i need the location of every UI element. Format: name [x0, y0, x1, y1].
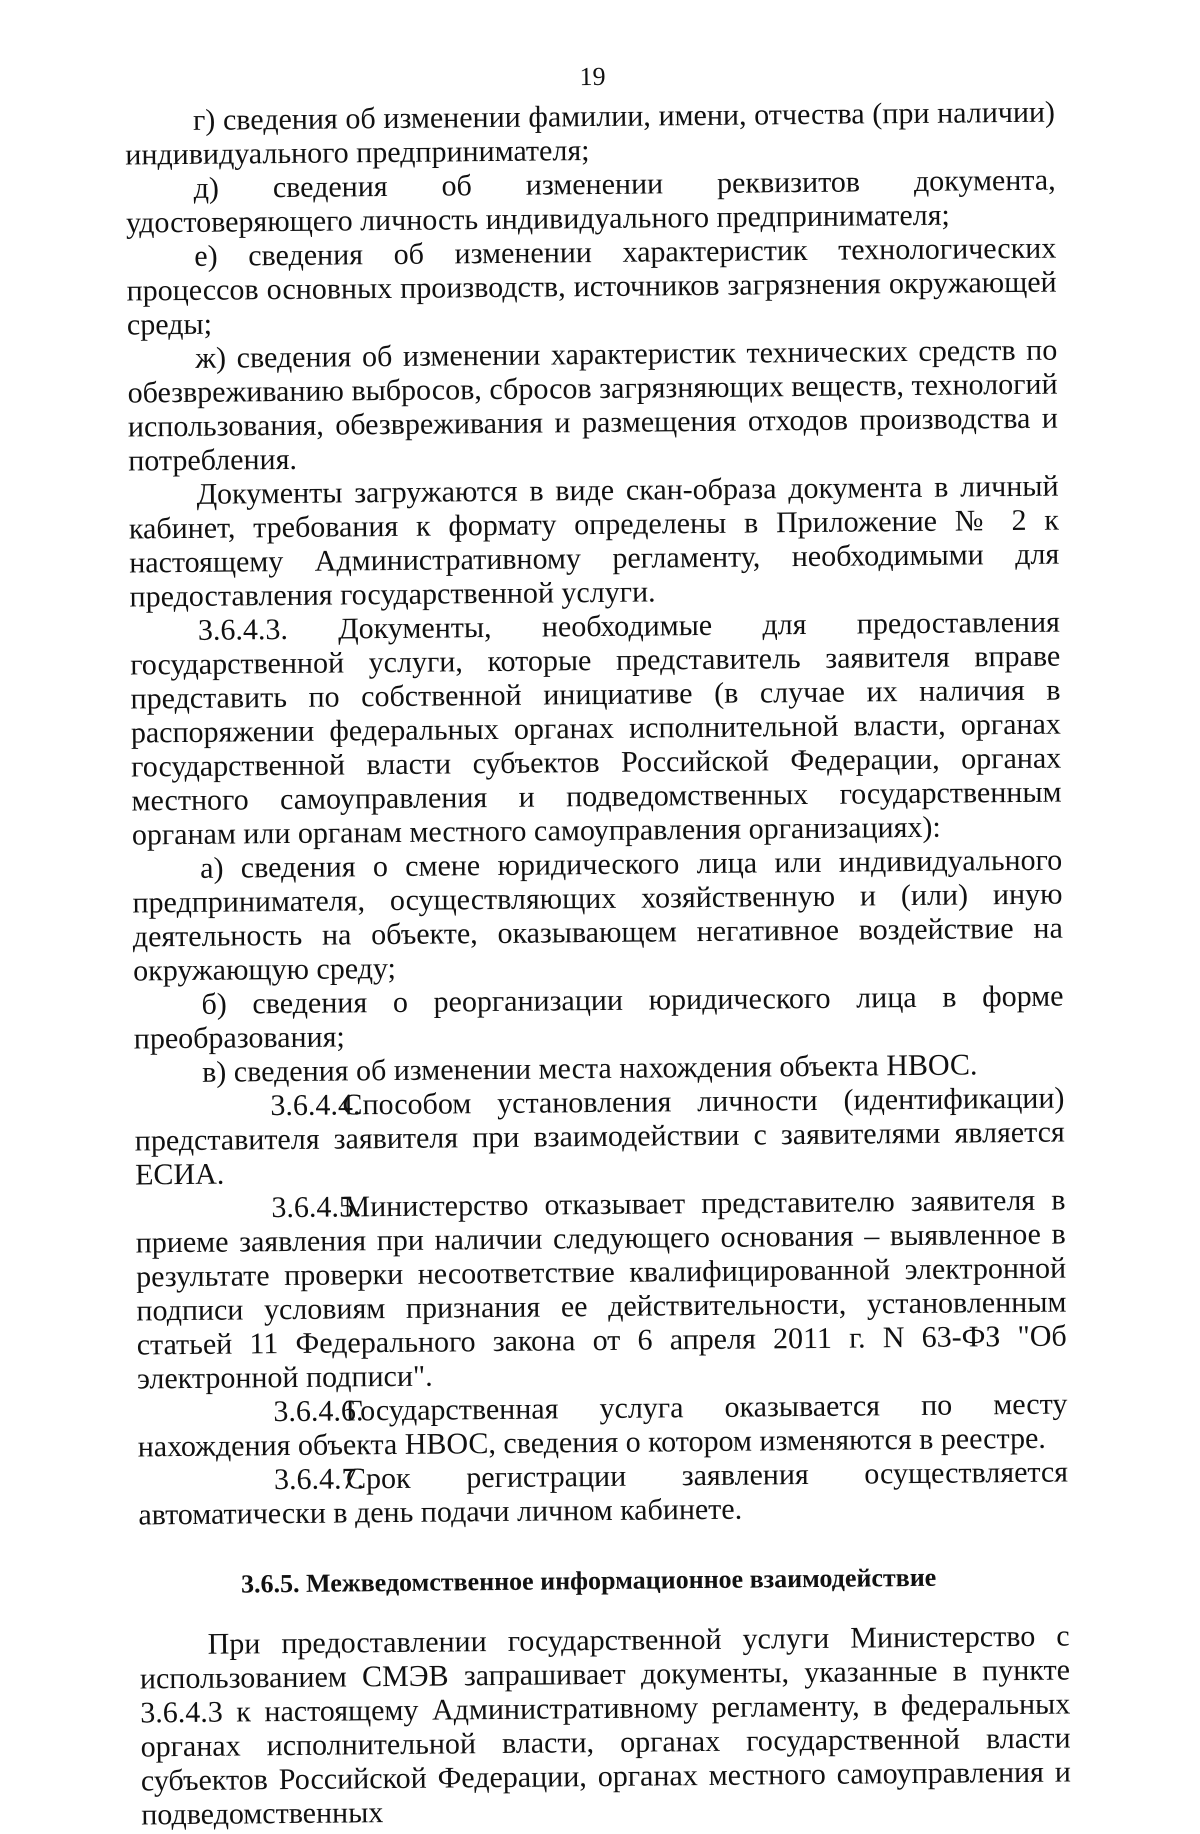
- paragraph-3-6-4-7: [138, 1456, 1069, 1533]
- clause-text: Способом установления личности (идентификации) представителя заявителя при взаимодействии с заявителями является ЕСИА.: [134, 1081, 1065, 1192]
- document-body: [125, 96, 1072, 1833]
- section-heading: 3.6.5. Межведомственное информационное взаимодействие: [240, 1562, 937, 1599]
- clause-number: 3.6.4.4.: [270, 1088, 361, 1123]
- paragraph-d: д) сведения об изменении реквизитов документа, удостоверяющего личность индивидуального предпринимателя;: [125, 163, 1056, 240]
- section-paragraph: При предоставлении государственной услуги Министерство с использованием СМЭВ запрашивает документы, указанные в пункте 3.6.4.3 к настоящему Административному регламенту, в федеральных органах исполнительной власти, органах государственной власти субъектов Российской Федерации, органах местного самоуправления и подведомственных: [139, 1619, 1072, 1832]
- clause-number: 3.6.4.6.: [273, 1394, 364, 1429]
- paragraph-3-6-4-6: [137, 1388, 1068, 1465]
- paragraph-b: б) сведения о реорганизации юридического лица в форме преобразования;: [133, 979, 1064, 1056]
- clause-number: 3.6.4.5.: [271, 1190, 362, 1225]
- clause-text: Срок регистрации заявления осуществляется автоматически в день подачи личном кабинете.: [138, 1455, 1069, 1532]
- paragraph-3-6-4-3: 3.6.4.3. Документы, необходимые для предоставления государственной услуги, которые представитель заявителя вправе представить по собственной инициативе (в случае их наличия в распоряжении федеральных органах исполнительной власти, органах государственной власти субъектов Российской Федерации, органах местного самоуправления и подведомственных государственным органам или органам местного самоуправления организациях):: [130, 605, 1062, 852]
- paragraph-v: в) сведения об изменении места нахождения объекта НВОС.: [201, 1048, 978, 1089]
- paragraph-documents-upload: Документы загружаются в виде скан-образа документа в личный кабинет, требования к формату определены в Приложение № 2 к настоящему Административному регламенту, необходимыми для предоставления государственной услуги.: [128, 469, 1060, 614]
- clause-text: Министерство отказывает представителю заявителя в приеме заявления при наличии следующего основания – выявленное в результате проверки несоответствие квалифицированной электронной подписи условиям признания ее действительности, установленным статьей 11 Федерального закона от 6 апреля 2011 г. N 63-ФЗ "Об электронной подписи".: [135, 1183, 1067, 1396]
- paragraph-e: е) сведения об изменении характеристик технологических процессов основных производств, источников загрязнения окружающей среды;: [126, 231, 1057, 342]
- paragraph-a: а) сведения о смене юридического лица или индивидуального предпринимателя, осуществляющих хозяйственную и (или) иную деятельность на объекте, оказывающем негативное воздействие на окружающую среду;: [132, 843, 1063, 988]
- paragraph-3-6-4-5: [135, 1184, 1067, 1397]
- paragraph-3-6-4-4: [134, 1082, 1065, 1193]
- page-number: 19: [579, 61, 606, 92]
- clause-text: Государственная услуга оказывается по месту нахождения объекта НВОС, сведения о котором изменяются в реестре.: [137, 1387, 1068, 1464]
- paragraph-g: г) сведения об изменении фамилии, имени, отчества (при наличии) индивидуального предпринимателя;: [125, 95, 1056, 172]
- clause-number: 3.6.4.7.: [273, 1462, 365, 1497]
- paragraph-zh: ж) сведения об изменении характеристик технических средств по обезвреживанию выбросов, сбросов загрязняющих веществ, технологий использования, обезвреживания и размещения отходов производства и потребления.: [127, 333, 1059, 478]
